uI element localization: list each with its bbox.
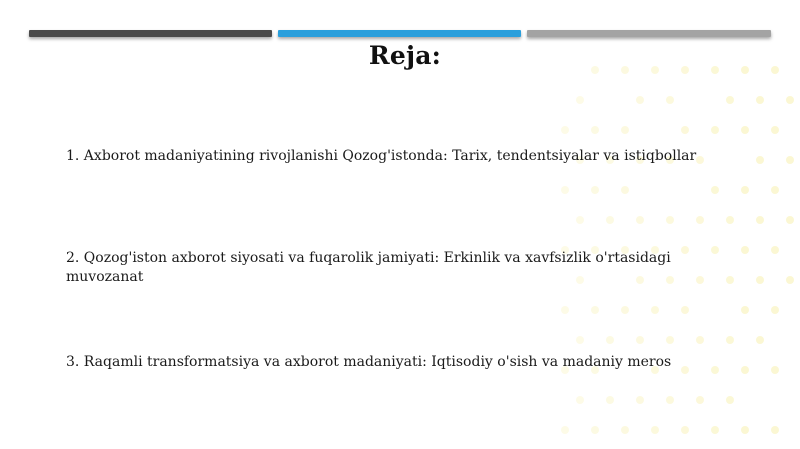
agenda-item-1: 1. Axborot madaniyatining rivojlanishi Qozog'istonda: Tarix, tendentsiyalar va istiqbollar bbox=[66, 148, 697, 164]
header-bar-gray bbox=[527, 30, 771, 37]
agenda-item-2: 2. Qozog'iston axborot siyosati va fuqarolik jamiyati: Erkinlik va xavfsizlik o'rtasidagi muvozanat bbox=[66, 250, 671, 285]
header-bar-blue bbox=[278, 30, 521, 37]
slide-title: Reja: bbox=[368, 41, 442, 70]
agenda-item-3: 3. Raqamli transformatsiya va axborot madaniyati: Iqtisodiy o'sish va madaniy meros bbox=[66, 354, 672, 370]
header-bar-dark bbox=[29, 30, 272, 37]
